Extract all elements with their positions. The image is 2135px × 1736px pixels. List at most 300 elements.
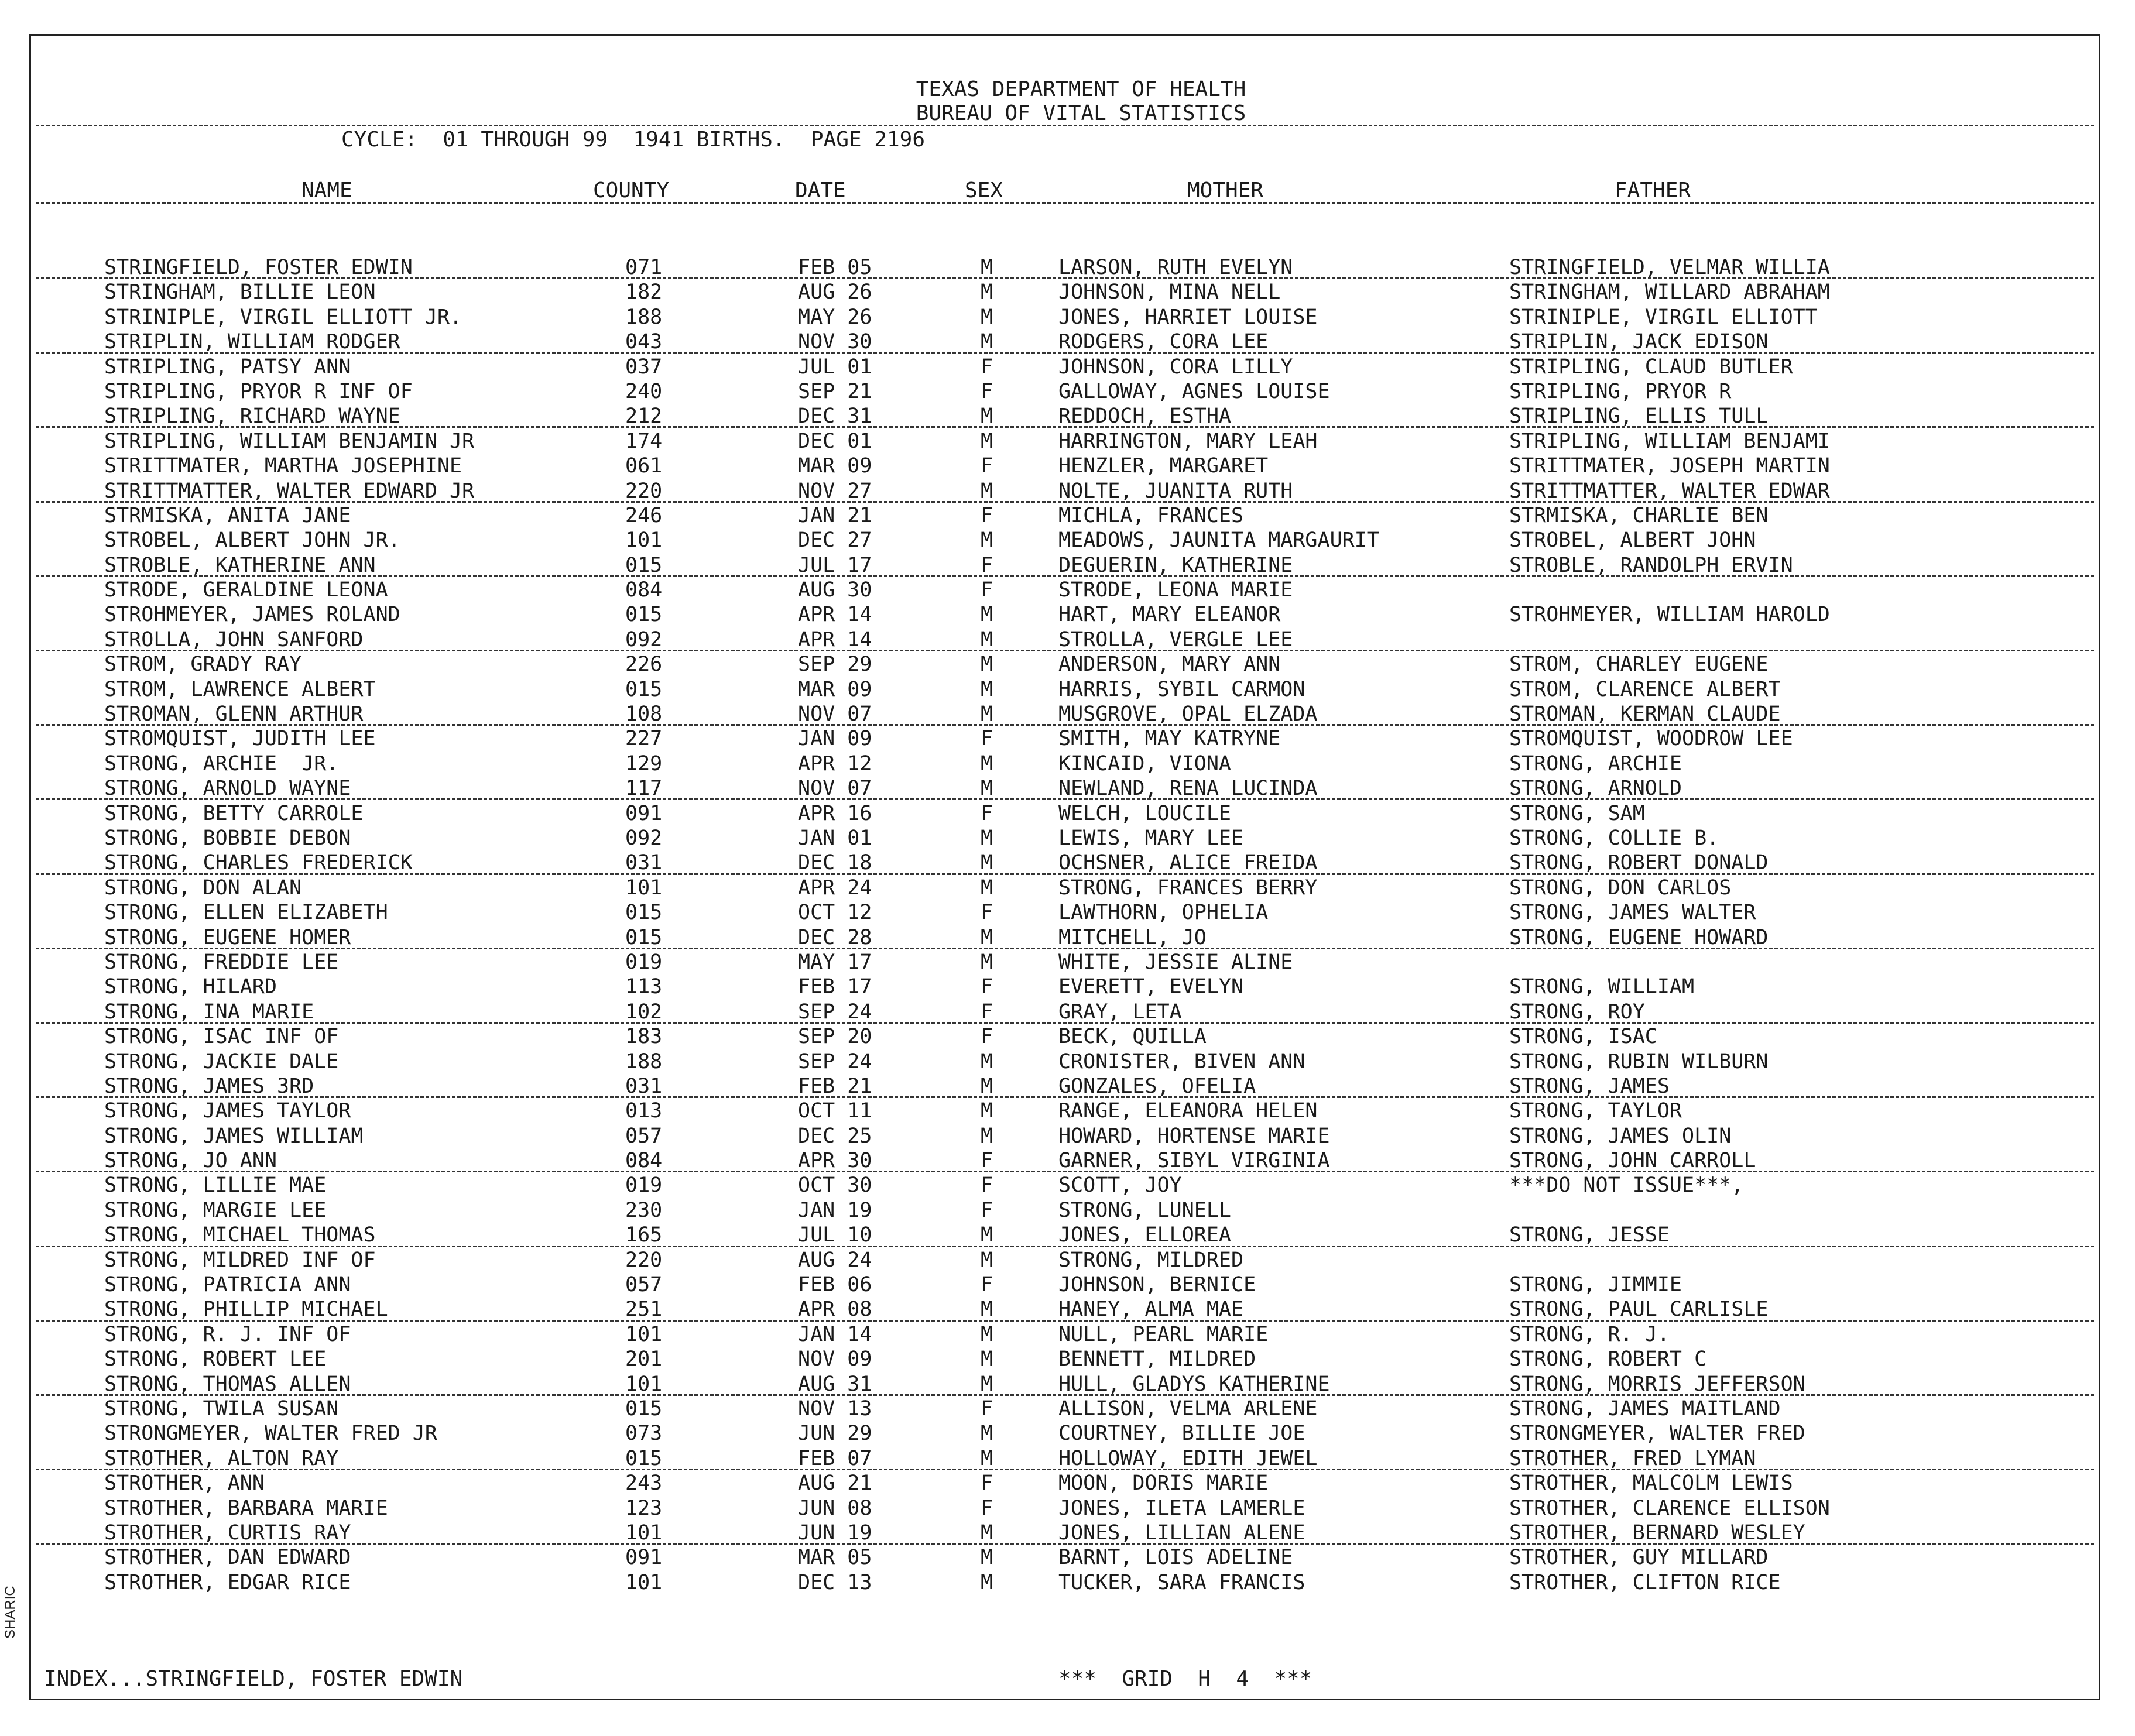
table-row [31,1322,2099,1347]
cell-sex: F [981,975,993,999]
separator-line [36,1394,2094,1396]
cell-sex: M [981,280,993,304]
cell-mother: JOHNSON, MINA NELL [1058,280,1281,304]
cell-name: STRIPLING, PATSY ANN [104,355,351,379]
table-row [31,826,2099,850]
cell-date: JAN 19 [798,1198,872,1222]
table-row [31,1471,2099,1495]
cell-mother: GRAY, LETA [1058,1000,1182,1024]
cell-sex: M [981,1372,993,1396]
cell-county: 183 [625,1025,663,1049]
separator-line [36,873,2094,875]
cell-name: STROM, GRADY RAY [104,653,302,677]
cell-mother: GALLOWAY, AGNES LOUISE [1058,379,1330,403]
table-row [31,528,2099,553]
cell-mother: EVERETT, EVELYN [1058,975,1244,999]
table-row [31,1521,2099,1545]
cell-county: 174 [625,429,663,453]
separator-line [36,277,2094,279]
cell-mother: STRONG, FRANCES BERRY [1058,876,1318,900]
cell-sex: F [981,1273,993,1297]
cell-name: STRONG, TWILA SUSAN [104,1397,339,1421]
cell-father: STRONG, PAUL CARLISLE [1509,1298,1769,1322]
cell-county: 101 [625,1570,663,1594]
cell-mother: JONES, ILETA LAMERLE [1058,1496,1305,1520]
cell-county: 101 [625,1372,663,1396]
table-row [31,553,2099,578]
table-row [31,1297,2099,1322]
cell-date: MAR 05 [798,1546,872,1570]
cell-name: STRONG, ARCHIE JR. [104,752,339,776]
column-header-county: COUNTY [593,179,670,203]
cell-county: 071 [625,256,663,279]
cell-county: 251 [625,1298,663,1322]
cell-date: NOV 09 [798,1347,872,1371]
cell-date: FEB 17 [798,975,872,999]
cell-sex: F [981,578,993,602]
cell-date: JUN 08 [798,1496,872,1520]
table-row [31,1124,2099,1148]
cell-mother: COURTNEY, BILLIE JOE [1058,1422,1305,1446]
cell-date: NOV 07 [798,702,872,726]
cell-name: STRODE, GERALDINE LEONA [104,578,388,602]
cell-mother: HART, MARY ELEANOR [1058,603,1281,627]
cell-sex: M [981,1422,993,1446]
cell-name: STROBEL, ALBERT JOHN JR. [104,529,400,553]
cell-name: STRONG, FREDDIE LEE [104,950,339,974]
separator-line [36,1246,2094,1247]
cell-sex: F [981,1174,993,1198]
cell-date: JUL 10 [798,1223,872,1247]
column-header-sex: SEX [965,179,1003,203]
cell-sex: F [981,727,993,751]
cell-mother: STRONG, LUNELL [1058,1198,1232,1222]
cell-date: SEP 20 [798,1025,872,1049]
cell-father: STROTHER, MALCOLM LEWIS [1509,1471,1793,1495]
separator-line [36,125,2094,126]
cell-mother: HULL, GLADYS KATHERINE [1058,1372,1330,1396]
cell-county: 057 [625,1124,663,1148]
cell-date: SEP 24 [798,1049,872,1073]
cell-mother: BENNETT, MILDRED [1058,1347,1256,1371]
cell-mother: WHITE, JESSIE ALINE [1058,950,1293,974]
cell-mother: TUCKER, SARA FRANCIS [1058,1570,1305,1594]
cell-county: 108 [625,702,663,726]
cell-sex: F [981,1149,993,1173]
cell-name: STRONG, INA MARIE [104,1000,314,1024]
cell-name: STRITTMATER, MARTHA JOSEPHINE [104,454,462,478]
table-row [31,1148,2099,1173]
cell-father: STRINGHAM, WILLARD ABRAHAM [1509,280,1830,304]
cell-date: MAR 09 [798,454,872,478]
separator-line [36,798,2094,800]
cell-father: STRONG, SAM [1509,801,1645,825]
cell-name: STROHMEYER, JAMES ROLAND [104,603,400,627]
separator-line [36,352,2094,354]
cell-father: STRONG, JOHN CARROLL [1509,1149,1756,1173]
cell-name: STRONG, JAMES TAYLOR [104,1099,351,1123]
cell-father: STRONG, R. J. [1509,1322,1670,1346]
cell-sex: F [981,1471,993,1495]
cell-date: DEC 31 [798,404,872,428]
table-row [31,1446,2099,1471]
cell-mother: NULL, PEARL MARIE [1058,1322,1269,1346]
cycle-line: CYCLE: 01 THROUGH 99 1941 BIRTHS. PAGE 2196 [341,128,925,152]
cell-father: STROTHER, CLARENCE ELLISON [1509,1496,1830,1520]
cell-father: STRONG, RUBIN WILBURN [1509,1049,1769,1073]
cell-county: 015 [625,603,663,627]
cell-father: ***DO NOT ISSUE***, [1509,1174,1744,1198]
cell-sex: F [981,379,993,403]
table-row [31,1223,2099,1247]
table-row [31,1099,2099,1123]
cell-name: STROMQUIST, JUDITH LEE [104,727,376,751]
table-row [31,255,2099,280]
cell-mother: CRONISTER, BIVEN ANN [1058,1049,1305,1073]
cell-mother: NOLTE, JUANITA RUTH [1058,479,1293,503]
cell-father: STRONG, ROBERT C [1509,1347,1707,1371]
table-row [31,1421,2099,1446]
cell-date: JUN 29 [798,1422,872,1446]
table-row [31,1496,2099,1521]
table-row [31,379,2099,404]
cell-date: AUG 26 [798,280,872,304]
cell-county: 129 [625,752,663,776]
cell-name: STRINIPLE, VIRGIL ELLIOTT JR. [104,305,462,329]
table-row [31,850,2099,875]
table-row [31,1570,2099,1595]
cell-sex: F [981,801,993,825]
separator-line [36,426,2094,428]
cell-name: STRONG, DON ALAN [104,876,302,900]
cell-father: STROTHER, BERNARD WESLEY [1509,1521,1805,1545]
cell-mother: HENZLER, MARGARET [1058,454,1269,478]
cell-date: JAN 21 [798,503,872,527]
cell-county: 019 [625,1174,663,1198]
table-row [31,1024,2099,1049]
cell-father: STRITTMATER, JOSEPH MARTIN [1509,454,1830,478]
cell-name: STRINGHAM, BILLIE LEON [104,280,376,304]
cell-father: STRONG, JAMES WALTER [1509,901,1756,925]
table-row [31,801,2099,826]
cell-sex: M [981,305,993,329]
table-row [31,1000,2099,1024]
separator-line [36,1022,2094,1024]
column-header-mother: MOTHER [1187,179,1264,203]
cell-sex: F [981,503,993,527]
cell-date: MAR 09 [798,677,872,701]
table-row [31,1198,2099,1223]
cell-mother: ALLISON, VELMA ARLENE [1058,1397,1318,1421]
cell-sex: F [981,901,993,925]
cell-mother: KINCAID, VIONA [1058,752,1232,776]
table-row [31,702,2099,726]
cell-name: STRITTMATTER, WALTER EDWARD JR [104,479,475,503]
cell-name: STRONG, ISAC INF OF [104,1025,339,1049]
cell-mother: WELCH, LOUCILE [1058,801,1232,825]
cell-father: STRONG, ROBERT DONALD [1509,851,1769,875]
cell-date: AUG 30 [798,578,872,602]
cell-date: JUL 17 [798,553,872,577]
cell-father: STROMQUIST, WOODROW LEE [1509,727,1793,751]
table-row [31,1173,2099,1198]
cell-father: STRIPLING, CLAUD BUTLER [1509,355,1793,379]
cell-father: STRIPLING, WILLIAM BENJAMI [1509,429,1830,453]
cell-sex: M [981,256,993,279]
cell-name: STRONG, PHILLIP MICHAEL [104,1298,388,1322]
cell-county: 092 [625,627,663,651]
separator-line [36,1469,2094,1470]
cell-name: STRONG, MARGIE LEE [104,1198,327,1222]
cell-date: FEB 07 [798,1446,872,1470]
cell-county: 013 [625,1099,663,1123]
cell-sex: M [981,1521,993,1545]
cell-county: 227 [625,727,663,751]
cell-sex: M [981,876,993,900]
cell-father: STROTHER, FRED LYMAN [1509,1446,1756,1470]
table-row [31,900,2099,925]
cell-sex: M [981,1570,993,1594]
cell-name: STROTHER, BARBARA MARIE [104,1496,388,1520]
table-row [31,355,2099,379]
cell-date: NOV 13 [798,1397,872,1421]
cell-sex: F [981,1025,993,1049]
cell-date: APR 14 [798,627,872,651]
cell-date: JUN 19 [798,1521,872,1545]
cell-sex: M [981,603,993,627]
records-table [31,255,2099,1595]
cell-name: STRINGFIELD, FOSTER EDWIN [104,256,413,279]
cell-date: AUG 31 [798,1372,872,1396]
cell-mother: JONES, HARRIET LOUISE [1058,305,1318,329]
cell-county: 031 [625,1074,663,1098]
cell-date: MAY 26 [798,305,872,329]
cell-father: STRONG, JIMMIE [1509,1273,1682,1297]
cell-mother: JOHNSON, CORA LILLY [1058,355,1293,379]
cell-county: 165 [625,1223,663,1247]
cell-county: 188 [625,1049,663,1073]
separator-line [36,1096,2094,1098]
cell-mother: LARSON, RUTH EVELYN [1058,256,1293,279]
table-row [31,454,2099,478]
cell-date: SEP 21 [798,379,872,403]
cell-name: STRONG, MICHAEL THOMAS [104,1223,376,1247]
table-row [31,975,2099,999]
cell-mother: SCOTT, JOY [1058,1174,1182,1198]
cell-date: SEP 29 [798,653,872,677]
table-row [31,1372,2099,1397]
cell-name: STRONG, THOMAS ALLEN [104,1372,351,1396]
table-row [31,1545,2099,1570]
cell-name: STROBLE, KATHERINE ANN [104,553,376,577]
cell-date: JAN 09 [798,727,872,751]
cell-name: STRONG, JAMES WILLIAM [104,1124,364,1148]
column-header-date: DATE [795,179,846,203]
separator-line [36,1543,2094,1545]
cell-county: 220 [625,479,663,503]
cell-father: STRONG, ROY [1509,1000,1645,1024]
cell-father: STRONG, JESSE [1509,1223,1670,1247]
cell-county: 092 [625,826,663,850]
table-row [31,1397,2099,1421]
cell-county: 246 [625,503,663,527]
cell-father: STRONG, JAMES OLIN [1509,1124,1732,1148]
cell-father: STRONG, EUGENE HOWARD [1509,925,1769,949]
cell-name: STRONG, PATRICIA ANN [104,1273,351,1297]
cell-name: STRONG, ARNOLD WAYNE [104,777,351,801]
cell-father: STRIPLING, PRYOR R [1509,379,1732,403]
cell-mother: DEGUERIN, KATHERINE [1058,553,1293,577]
cell-name: STRONGMEYER, WALTER FRED JR [104,1422,437,1446]
cell-name: STRONG, ROBERT LEE [104,1347,327,1371]
table-row [31,1347,2099,1371]
cell-mother: MUSGROVE, OPAL ELZADA [1058,702,1318,726]
table-row [31,330,2099,354]
cell-father: STRONG, JAMES [1509,1074,1670,1098]
cell-county: 015 [625,1446,663,1470]
cell-mother: HOWARD, HORTENSE MARIE [1058,1124,1330,1148]
separator-line [36,1320,2094,1322]
cell-sex: M [981,826,993,850]
cell-mother: JONES, ELLOREA [1058,1223,1232,1247]
table-row [31,305,2099,330]
cell-county: 091 [625,801,663,825]
cell-mother: MEADOWS, JAUNITA MARGAURIT [1058,529,1379,553]
cell-father: STROBLE, RANDOLPH ERVIN [1509,553,1793,577]
cell-father: STRONG, ARCHIE [1509,752,1682,776]
cell-county: 084 [625,578,663,602]
separator-line [36,1171,2094,1172]
cell-date: JAN 01 [798,826,872,850]
cell-date: FEB 06 [798,1273,872,1297]
cell-name: STRONG, HILARD [104,975,277,999]
cell-county: 243 [625,1471,663,1495]
cell-name: STRONG, JACKIE DALE [104,1049,339,1073]
cell-father: STROTHER, CLIFTON RICE [1509,1570,1781,1594]
cell-county: 101 [625,529,663,553]
bureau-title: BUREAU OF VITAL STATISTICS [916,101,1246,125]
cell-date: APR 24 [798,876,872,900]
cell-date: JAN 14 [798,1322,872,1346]
cell-mother: REDDOCH, ESTHA [1058,404,1232,428]
cell-date: APR 16 [798,801,872,825]
cell-county: 113 [625,975,663,999]
table-row [31,1049,2099,1074]
cell-father: STRONG, TAYLOR [1509,1099,1682,1123]
separator-line [36,948,2094,949]
cell-name: STROTHER, ANN [104,1471,265,1495]
table-row [31,479,2099,503]
cell-name: STRONG, MILDRED INF OF [104,1248,376,1272]
cell-mother: ANDERSON, MARY ANN [1058,653,1281,677]
separator-line [36,724,2094,726]
cell-name: STRONG, BETTY CARROLE [104,801,364,825]
cell-mother: MOON, DORIS MARIE [1058,1471,1269,1495]
cell-date: OCT 12 [798,901,872,925]
cell-date: AUG 21 [798,1471,872,1495]
table-row [31,950,2099,975]
cell-sex: M [981,1546,993,1570]
table-row [31,752,2099,776]
cell-sex: M [981,404,993,428]
table-row [31,627,2099,652]
cell-sex: M [981,1446,993,1470]
cell-county: 102 [625,1000,663,1024]
table-row [31,404,2099,428]
cell-sex: F [981,1496,993,1520]
cell-county: 226 [625,653,663,677]
separator-line [36,501,2094,503]
cell-sex: M [981,429,993,453]
cell-sex: M [981,330,993,354]
cell-county: 015 [625,901,663,925]
table-row [31,925,2099,950]
table-row [31,1074,2099,1099]
cell-father: STROMAN, KERMAN CLAUDE [1509,702,1781,726]
table-row [31,726,2099,751]
cell-sex: F [981,1198,993,1222]
cell-county: 201 [625,1347,663,1371]
cell-mother: HANEY, ALMA MAE [1058,1298,1244,1322]
cell-mother: RODGERS, CORA LEE [1058,330,1269,354]
cell-date: APR 14 [798,603,872,627]
cell-county: 101 [625,1521,663,1545]
cell-date: NOV 07 [798,777,872,801]
cell-date: APR 12 [798,752,872,776]
cell-mother: STRONG, MILDRED [1058,1248,1244,1272]
table-row [31,677,2099,702]
cell-county: 015 [625,677,663,701]
column-header-father: FATHER [1615,179,1691,203]
cell-sex: M [981,1124,993,1148]
column-header-name: NAME [301,179,352,203]
cell-name: STRONG, ELLEN ELIZABETH [104,901,388,925]
cell-county: 073 [625,1422,663,1446]
cell-name: STRONG, R. J. INF OF [104,1322,351,1346]
cell-name: STRONG, BOBBIE DEBON [104,826,351,850]
table-row [31,876,2099,900]
cell-father: STRIPLING, ELLIS TULL [1509,404,1769,428]
cell-mother: HOLLOWAY, EDITH JEWEL [1058,1446,1318,1470]
cell-father: STRONG, COLLIE B. [1509,826,1719,850]
cell-sex: M [981,1248,993,1272]
cell-mother: NEWLAND, RENA LUCINDA [1058,777,1318,801]
cell-father: STROM, CHARLEY EUGENE [1509,653,1769,677]
cell-date: NOV 30 [798,330,872,354]
index-footer: INDEX...STRINGFIELD, FOSTER EDWIN [44,1667,463,1691]
table-row [31,1248,2099,1272]
cell-name: STRONG, LILLIE MAE [104,1174,327,1198]
table-row [31,429,2099,454]
cell-name: STRIPLING, WILLIAM BENJAMIN JR [104,429,475,453]
cell-mother: MICHLA, FRANCES [1058,503,1244,527]
cell-father: STRONG, JAMES MAITLAND [1509,1397,1781,1421]
cell-county: 057 [625,1273,663,1297]
cell-name: STROTHER, ALTON RAY [104,1446,339,1470]
cell-father: STRONG, WILLIAM [1509,975,1695,999]
cell-county: 043 [625,330,663,354]
cell-sex: M [981,1074,993,1098]
cell-sex: F [981,553,993,577]
grid-footer: *** GRID H 4 *** [1058,1667,1312,1691]
cell-county: 188 [625,305,663,329]
cell-county: 015 [625,553,663,577]
cell-mother: RANGE, ELEANORA HELEN [1058,1099,1318,1123]
cell-mother: LEWIS, MARY LEE [1058,826,1244,850]
cell-sex: M [981,653,993,677]
cell-county: 037 [625,355,663,379]
cell-mother: LAWTHORN, OPHELIA [1058,901,1269,925]
